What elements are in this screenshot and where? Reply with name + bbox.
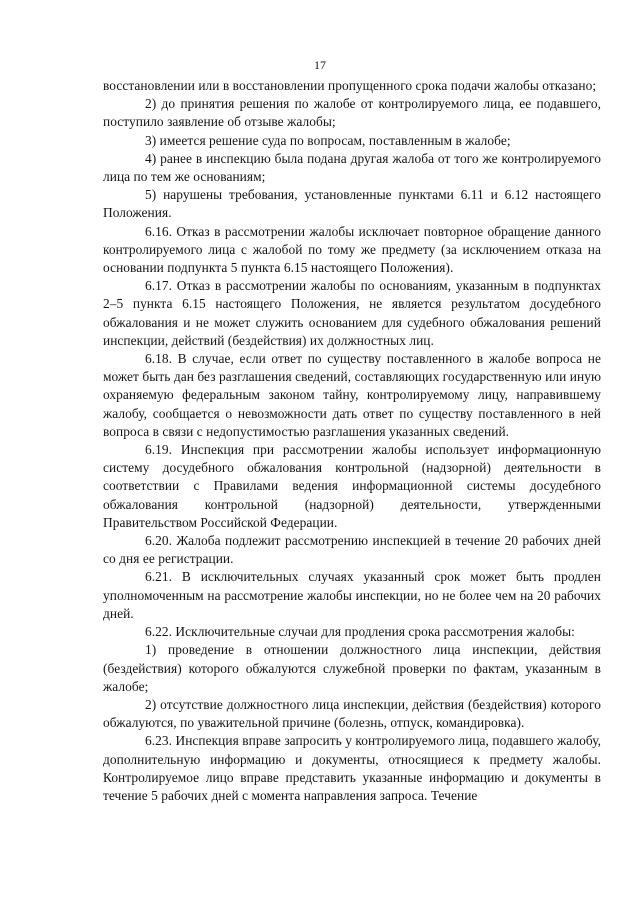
paragraph: 4) ранее в инспекцию была подана другая жалоба от того же контролируемого лица по тем же основаниям; [103,150,601,185]
page-number: 17 [314,58,326,72]
paragraph: 2) до принятия решения по жалобе от контролируемого лица, ее подавшего, поступило заявление об отзыве жалобы; [103,96,601,130]
paragraph: 6.19. Инспекция при рассмотрении жалобы использует информационную систему досудебного обжалования контрольной (надзорной) деятельности в соответствии с Правилами ведения информационной системы досудебного обжалования контрольной (надзорной) деятельности, утвержденными Правительством Российской Федерации. [103,442,601,530]
paragraph: 5) нарушены требования, установленные пунктами 6.11 и 6.12 настоящего Положения. [103,187,601,221]
document-body [103,77,601,805]
paragraph: 6.22. Исключительные случаи для продления срока рассмотрения жалобы: [145,624,575,640]
paragraph: 6.21. В исключительных случаях указанный срок может быть продлен уполномоченным на рассмотрение жалобы инспекции, но не более чем на 20 рабочих дней. [103,569,601,621]
paragraph: восстановлении или в восстановлении пропущенного срока подачи жалобы отказано; [103,78,597,93]
paragraph: 2) отсутствие должностного лица инспекции, действия (бездействия) которого обжалуются, по уважительной причине (болезнь, отпуск, командировка). [103,696,601,731]
paragraph: 6.17. Отказ в рассмотрении жалобы по основаниям, указанным в подпунктах 2–5 пункта 6.15 настоящего Положения, не является результатом досудебного обжалования и не может служить основанием для судебного обжалования решений инспекции, действий (бездействия) их должностных лиц. [103,278,601,348]
paragraph: 6.16. Отказ в рассмотрении жалобы исключает повторное обращение данного контролируемого лица с жалобой по тому же предмету (за исключением отказа на основании подпункта 5 пункта 6.15 настоящего Положения). [103,223,601,276]
paragraph: 6.18. В случае, если ответ по существу поставленного в жалобе вопроса не может быть дан без разглашения сведений, составляющих государственную или иную охраняемую федеральным законом тайну, контролируемому лицу, направившему жалобу, сообщается о невозможности дать ответ по существу поставленного в ней вопроса в связи с недопустимостью разглашения указанных сведений. [103,351,601,439]
paragraph: 6.23. Инспекция вправе запросить у контролируемого лица, подавшего жалобу, дополнительную информацию и документы, относящиеся к предмету жалобы. Контролируемое лицо вправе представить указанные информацию и документы в течение 5 рабочих дней с момента направления запроса. Течение [103,733,601,803]
paragraph: 3) имеется решение суда по вопросам, поставленным в жалобе; [145,132,511,148]
paragraph: 6.20. Жалоба подлежит рассмотрению инспекцией в течение 20 рабочих дней со дня ее регистрации. [103,533,601,567]
paragraph: 1) проведение в отношении должностного лица инспекции, действия (бездействия) которого обжалуются служебной проверки по фактам, указанным в жалобе; [103,642,601,694]
